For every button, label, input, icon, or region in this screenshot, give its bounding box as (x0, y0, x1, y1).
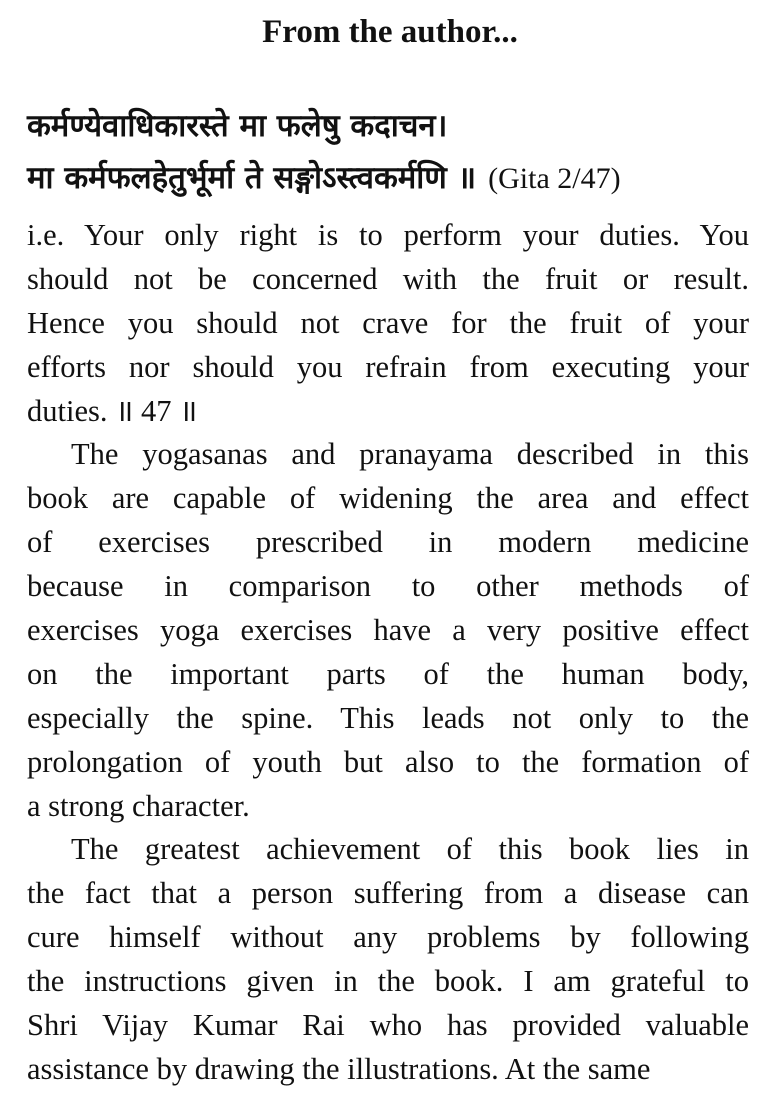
verse-line-2 (27, 156, 757, 198)
text-line: of exercises prescribed in modern medicine (27, 525, 749, 560)
verse-line-1: कर्मण्येवाधिकारस्ते मा फलेषु कदाचन। (27, 108, 448, 144)
paragraph (27, 433, 749, 828)
text-line: the instructions given in the book. I am grateful to (27, 964, 749, 999)
text-line: a strong character. (27, 788, 250, 823)
text-line: Shri Vijay Kumar Rai who has provided valuable (27, 1008, 749, 1043)
text-line: book are capable of widening the area and effect (27, 481, 749, 516)
text-line: assistance by drawing the illustrations. At the same (27, 1051, 651, 1086)
text-line: the fact that a person suffering from a disease can (27, 876, 749, 911)
text-line: The greatest achievement of this book lies in (71, 832, 749, 867)
text-line: on the important parts of the human body, (27, 656, 749, 691)
text-line: exercises yoga exercises have a very positive effect (27, 613, 749, 648)
page-title: From the author... (262, 14, 518, 50)
text-line: duties. ॥ 47 ॥ (27, 393, 198, 428)
text-line: i.e. Your only right is to perform your duties. You (27, 218, 749, 252)
text-line: prolongation of youth but also to the formation of (27, 744, 749, 779)
text-line: The yogasanas and pranayama described in this (71, 437, 749, 472)
verse-reference: (Gita 2/47) (488, 162, 621, 195)
body-text (27, 214, 749, 1092)
paragraph (27, 828, 749, 1091)
text-line: because in comparison to other methods of (27, 569, 749, 604)
text-line: efforts nor should you refrain from executing your (27, 349, 749, 384)
verse-line-2-text: मा कर्मफलहेतुर्भूर्मा ते सङ्गोऽस्त्वकर्मणि ॥ (27, 160, 477, 196)
text-line: Hence you should not crave for the fruit of your (27, 305, 749, 340)
paragraph (27, 214, 749, 433)
text-line: cure himself without any problems by following (27, 920, 749, 955)
text-line: should not be concerned with the fruit or result. (27, 261, 749, 296)
text-line: especially the spine. This leads not only to the (27, 700, 749, 735)
